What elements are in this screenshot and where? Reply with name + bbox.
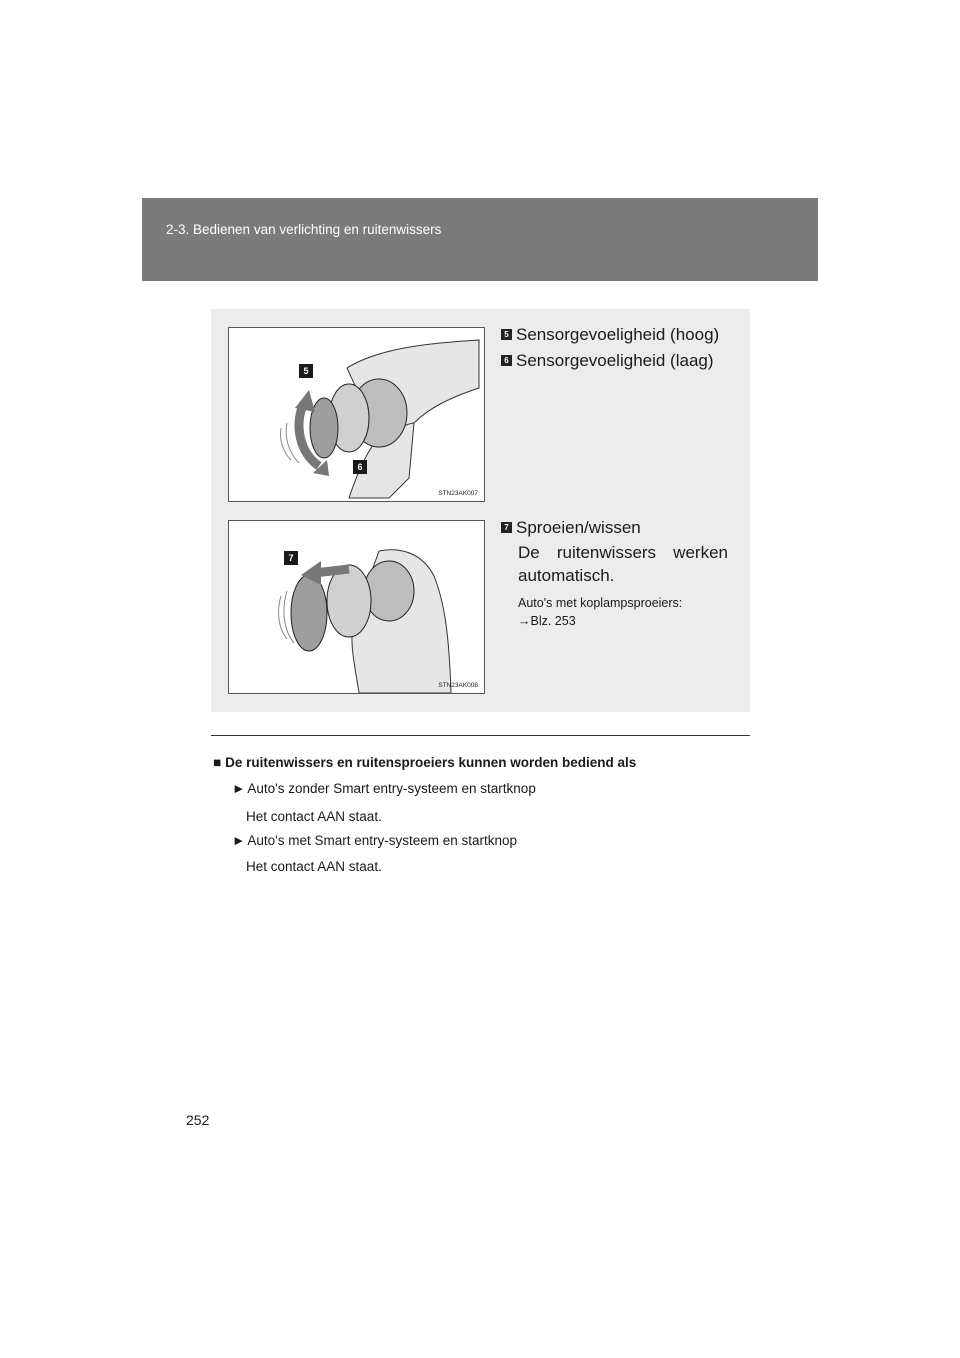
item-number: 6 (501, 355, 512, 366)
item-6 (501, 351, 714, 371)
wiper-washer-illustration (228, 520, 485, 694)
note-heading-text: De ruitenwissers en ruitensproeiers kunnen worden bediend als (225, 755, 637, 770)
item-7 (501, 518, 641, 538)
stalk-ring-drawing (229, 328, 484, 501)
page-number: 252 (186, 1112, 210, 1128)
bullet-label: Auto's zonder Smart entry-systeem en startknop (247, 781, 536, 796)
item-number: 5 (501, 329, 512, 340)
triangle-icon: ► (232, 833, 246, 848)
bullet-text: Het contact AAN staat. (246, 859, 382, 874)
callout-6: 6 (353, 460, 367, 474)
section-title: 2-3. Bedienen van verlichting en ruitenwissers (166, 222, 442, 237)
bullet-text: Het contact AAN staat. (246, 809, 382, 824)
stalk-pull-drawing (229, 521, 484, 693)
section-header (142, 198, 818, 281)
figure-code: STN23AK008 (438, 682, 478, 689)
divider (211, 735, 750, 736)
callout-7: 7 (284, 551, 298, 565)
item-7-note-line1: Auto's met koplampsproeiers: (518, 596, 683, 610)
bullet-with-smart-entry (232, 833, 517, 848)
item-5 (501, 325, 719, 345)
item-label: Sensorgevoeligheid (laag) (516, 351, 714, 370)
item-label: Sensorgevoeligheid (hoog) (516, 325, 720, 344)
bullet-without-smart-entry (232, 781, 536, 796)
item-7-note-line2: →Blz. 253 (518, 614, 576, 628)
wiper-sensitivity-illustration (228, 327, 485, 502)
item-number: 7 (501, 522, 512, 533)
callout-5: 5 (299, 364, 313, 378)
note-heading (213, 755, 636, 770)
figure-code: STN23AK007 (438, 490, 478, 497)
item-7-description: De ruitenwissers werken automatisch. (518, 543, 728, 585)
item-label: Sproeien/wissen (516, 518, 641, 537)
square-icon: ■ (213, 755, 222, 770)
triangle-icon: ► (232, 781, 246, 796)
bullet-label: Auto's met Smart entry-systeem en startknop (247, 833, 518, 848)
